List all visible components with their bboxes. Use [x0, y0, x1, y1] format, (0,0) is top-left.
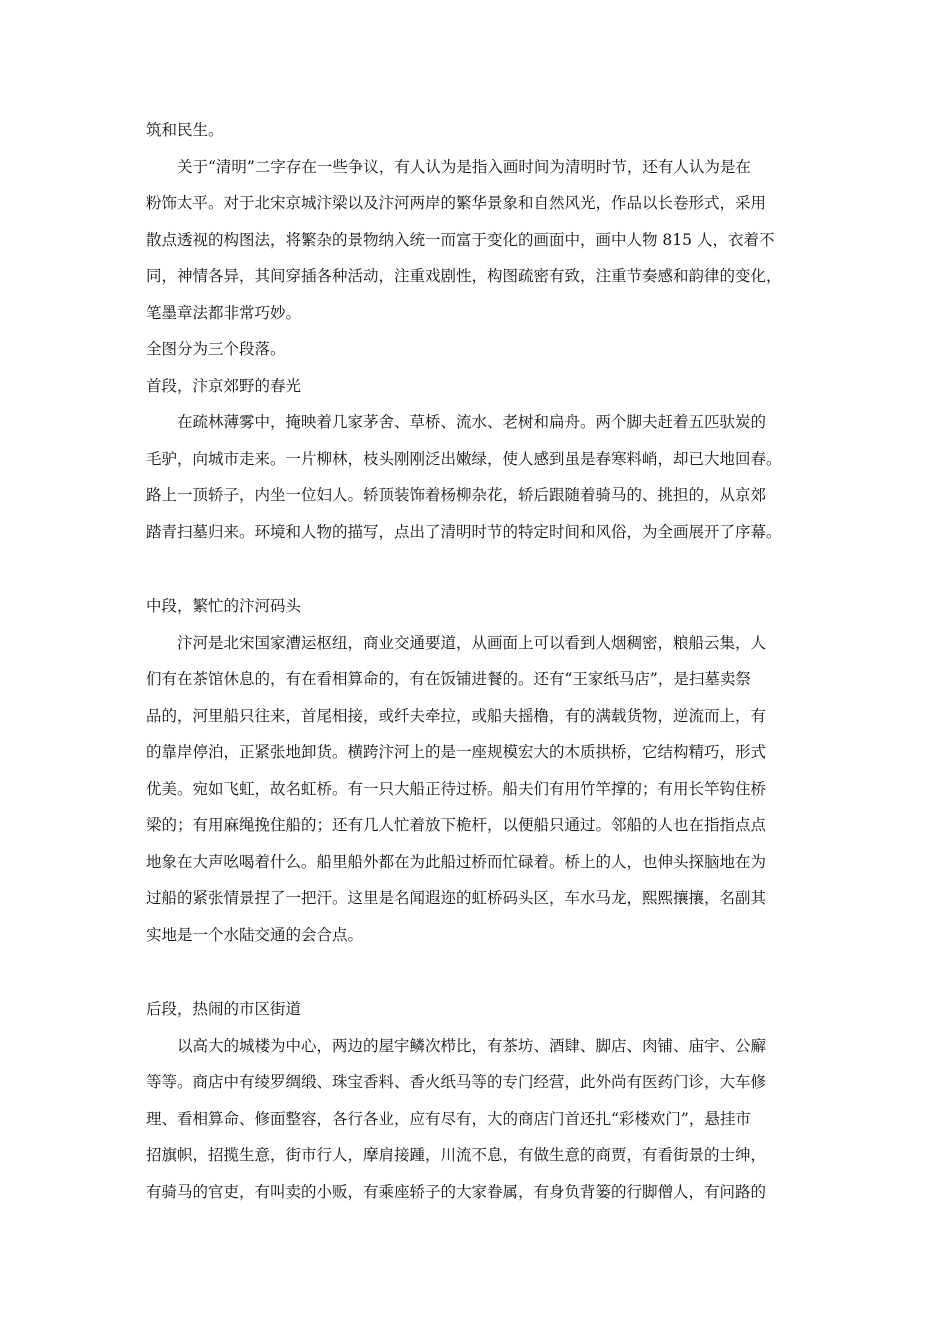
paragraph-line: 同，神情各异，其间穿插各种活动，注重戏剧性，构图疏密有致，注重节奏感和韵律的变化， — [146, 267, 782, 285]
qingming-paragraph — [146, 149, 808, 332]
section-heading: 中段，繁忙的汴河码头 — [146, 597, 302, 615]
paragraph-line: 路上一顶轿子，内坐一位妇人。轿顶装饰着杨柳杂花，轿后跟随着骑马的、挑担的，从京郊 — [146, 486, 767, 504]
section-spacer — [146, 953, 808, 991]
paragraph-line: 的靠岸停泊，正紧张地卸货。横跨汴河上的是一座规模宏大的木质拱桥，它结构精巧，形式 — [146, 743, 767, 761]
paragraph-line: 们有在茶馆休息的，有在看相算命的，有在饭铺进餐的。还有“王家纸马店”，是扫墓卖祭 — [146, 670, 751, 688]
paragraph-line: 笔墨章法都非常巧妙。 — [146, 303, 302, 322]
paragraph-line: 梁的；有用麻绳挽住船的；还有几人忙着放下桅杆，以便船只通过。邻船的人也在指指点点 — [146, 816, 767, 834]
section-spacer — [146, 550, 808, 588]
section-1 — [146, 368, 808, 551]
paragraph-line: 招旗帜，招揽生意，街市行人，摩肩接踵，川流不息，有做生意的商贾，有看街景的士绅， — [146, 1146, 767, 1164]
section-3 — [146, 991, 808, 1210]
section-heading: 后段，热闹的市区街道 — [146, 1000, 302, 1018]
paragraph-line: 有骑马的官吏，有叫卖的小贩，有乘座轿子的大家眷属，有身负背篓的行脚僧人，有问路的 — [146, 1182, 767, 1201]
paragraph-line: 等等。商店中有绫罗绸缎、珠宝香料、香火纸马等的专门经营，此外尚有医药门诊，大车修 — [146, 1073, 767, 1091]
paragraph-line: 关于“清明”二字存在一些争议，有人认为是指入画时间为清明时节，还有人认为是在 — [177, 157, 751, 176]
paragraph-line: 品的，河里船只往来，首尾相接，或纤夫牵拉，或船夫摇橹，有的满载货物，逆流而上，有 — [146, 706, 767, 725]
paragraph-line: 优美。宛如飞虹，故名虹桥。有一只大船正待过桥。船夫们有用竹竿撑的；有用长竿钩住桥 — [146, 779, 767, 798]
paragraph-line: 在疏林薄雾中，掩映着几家茅舍、草桥、流水、老树和扁舟。两个脚夫赶着五匹驮炭的 — [177, 413, 767, 431]
paragraph-line: 汴河是北宋国家漕运枢纽，商业交通要道，从画面上可以看到人烟稠密，粮船云集，人 — [177, 633, 767, 652]
paragraph-line: 散点透视的构图法，将繁杂的景物纳入统一而富于变化的画面中，画中人物 815 人，衣着不 — [146, 230, 775, 249]
paragraph-line: 粉饰太平。对于北宋京城汴梁以及汴河两岸的繁华景象和自然风光，作品以长卷形式，采用 — [146, 194, 767, 212]
paragraph-line: 理、看相算命、修面整容，各行各业，应有尽有，大的商店门首还扎“彩楼欢门”，悬挂市 — [146, 1109, 751, 1128]
section-2 — [146, 588, 808, 953]
three-sections-line: 全图分为三个段落。 — [146, 340, 286, 358]
paragraph-line: 过船的紧张情景捏了一把汗。这里是名闻遐迩的虹桥码头区，车水马龙，熙熙攘攘，名副其 — [146, 889, 767, 907]
paragraph-line: 踏青扫墓归来。环境和人物的描写，点出了清明时节的特定时间和风俗，为全画展开了序幕。 — [146, 522, 782, 541]
intro-tail-line: 筑和民生。 — [146, 121, 224, 139]
section-heading: 首段，汴京郊野的春光 — [146, 376, 302, 395]
paragraph-line: 毛驴，向城市走来。一片柳林，枝头刚刚泛出嫩绿，使人感到虽是春寒料峭，却已大地回春。 — [146, 449, 782, 468]
paragraph-line: 以高大的城楼为中心，两边的屋宇鳞次栉比，有茶坊、酒肆、脚店、肉铺、庙宇、公廨 — [177, 1036, 767, 1055]
document-body — [146, 112, 808, 1210]
paragraph-line: 地象在大声吆喝着什么。船里船外都在为此船过桥而忙碌着。桥上的人，也伸头探脑地在为 — [146, 852, 767, 871]
paragraph-line: 实地是一个水陆交通的会合点。 — [146, 925, 364, 944]
